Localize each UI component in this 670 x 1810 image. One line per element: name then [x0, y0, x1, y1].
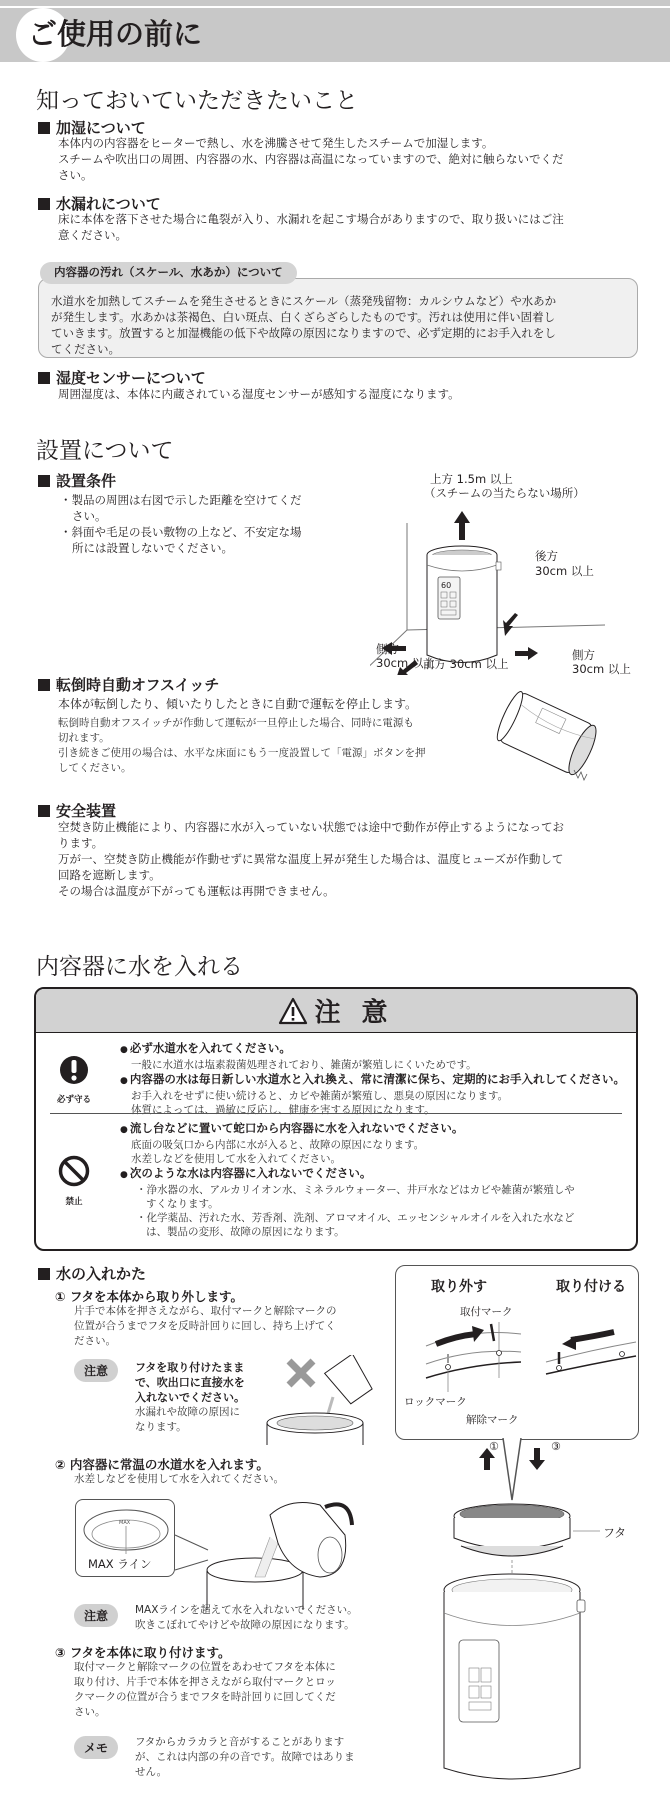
heading-tip-switch — [38, 674, 219, 695]
must-text — [120, 1041, 626, 1117]
text-line: 水道水を加熱してスチームを発生させるときにスケール（蒸発残留物：カルシウムなど）や水あか — [51, 294, 557, 308]
clearance-diagram — [370, 465, 670, 675]
label-right-distance: 30cm 以上 — [572, 662, 631, 676]
heading-text: 湿度センサーについて — [56, 369, 206, 387]
caution-dot-cont: すくなります。 — [146, 1198, 219, 1210]
caution-sub: 水差しなどを使用して水を入れてください。 — [131, 1153, 341, 1165]
scale-text — [51, 293, 625, 357]
step2-title: ② 内容器に常温の水道水を入れます。 — [55, 1457, 269, 1472]
step3-text — [74, 1660, 394, 1720]
memo-line: が、これは内部の弁の音です。故障ではありま — [135, 1751, 355, 1763]
text-line: その場合は温度が下がっても運転は再開できません。 — [58, 884, 335, 898]
note-pill-caution-2: 注意 — [74, 1604, 118, 1627]
prohibit-text — [120, 1121, 626, 1239]
caution-header — [36, 989, 636, 1033]
note-bold-line: で、吹出口に直接水を — [135, 1376, 245, 1389]
label-left-side: 側方 — [376, 642, 399, 656]
list-item-cont: 所には設置しないでください。 — [72, 541, 233, 555]
text-line: 取付マークと解除マークの位置をあわせてフタを本体に — [74, 1661, 336, 1673]
must-icon-block — [52, 1055, 96, 1105]
square-bullet-icon — [38, 475, 50, 487]
text-line: 取り付け、片手で本体を押さえながら取付マークとロッ — [74, 1676, 336, 1688]
caution-divider — [50, 1113, 622, 1114]
label-left-distance: 30cm 以上 — [376, 656, 435, 670]
text-line: 本体内の内容器をヒーターで熱し、水を沸騰させて発生したスチームで加湿します。 — [58, 136, 494, 150]
text-line: 転倒時自動オフスイッチが作動して運転が一旦停止した場合、同時に電源も — [58, 717, 414, 729]
heading-text: 水漏れについて — [56, 195, 161, 213]
scale-info-box — [38, 278, 638, 358]
no-direct-pour-illustration — [255, 1355, 385, 1445]
text-line: 意ください。 — [58, 228, 127, 242]
heading-conditions — [38, 470, 116, 491]
heading-text: 加湿について — [56, 119, 146, 137]
text-line: さい。 — [58, 168, 93, 182]
exclamation-circle-icon — [59, 1055, 89, 1085]
step2-note — [135, 1603, 358, 1633]
note-bold-line: フタを取り付けたまま — [135, 1361, 245, 1374]
step3-title: ③ フタを本体に取り付けます。 — [55, 1645, 231, 1660]
tipped-humidifier-illustration — [490, 688, 600, 788]
max-line-label: MAX ライン — [88, 1557, 152, 1571]
scale-box-tab: 内容器の汚れ（スケール、水あか）について — [40, 262, 297, 284]
step2-text: 水差しなどを使用して水を入れてください。 — [74, 1473, 284, 1485]
note-line: 水漏れや故障の原因に — [135, 1406, 240, 1418]
svg-text:MAX: MAX — [119, 1520, 131, 1526]
caution-dot-cont: は、製品の変形、故障の原因になります。 — [146, 1226, 345, 1238]
list-item-cont: さい。 — [72, 509, 107, 523]
note-line: 吹きこぼれてやけどや故障の原因になります。 — [135, 1619, 355, 1631]
note-line: MAXラインを超えて水を入れないでください。 — [135, 1604, 358, 1616]
text-line: 片手で本体を押さえながら、取付マークと解除マークの — [74, 1305, 337, 1317]
label-top-clearance: 上方 1.5m 以上 — [430, 472, 513, 486]
text-line: 床に本体を落下させた場合に亀裂が入り、水漏れを起こす場合がありますので、取り扱いにはご注 — [58, 212, 564, 226]
svg-text:60: 60 — [441, 581, 452, 590]
square-bullet-icon — [38, 372, 50, 384]
caution-sub: 体質によっては、過敏に反応し、健康を害する原因になります。 — [131, 1104, 435, 1116]
label-attach-mark: 取付マーク — [460, 1306, 513, 1318]
caution-bullet: ● 内容器の水は毎日新しい水道水と入れ換え、常に清潔に保ち、定期的にお手入れしてください。 — [120, 1072, 626, 1089]
text-line: ださい。 — [74, 1335, 116, 1347]
note-bold-line: 入れないでください。 — [135, 1391, 245, 1404]
label-release-mark: 解除マーク — [466, 1414, 519, 1426]
square-bullet-icon — [38, 805, 50, 817]
caution-title: 注 意 — [314, 998, 394, 1028]
leak-text — [58, 211, 648, 243]
label-right-side: 側方 — [572, 648, 595, 662]
heading-text: 安全装置 — [56, 802, 117, 820]
caution-prohibit-row — [36, 1117, 636, 1247]
text-line: 回路を遮断します。 — [58, 868, 161, 882]
conditions-list — [60, 492, 350, 556]
caution-dot-item: ・浄水器の水、アルカリイオン水、ミネラルウォーター、井戸水などはカビや雑菌が繁殖しや — [136, 1184, 575, 1196]
caution-bullet: ● 必ず水道水を入れてください。 — [120, 1041, 626, 1058]
tip-switch-text — [58, 716, 478, 776]
caution-sub: 一般に水道水は塩素殺菌処理されており、雑菌が繁殖しにくいためです。 — [131, 1059, 477, 1071]
caution-box — [34, 987, 638, 1251]
text-line: クマークの位置が合うまでフタを時計回りに回してくだ — [74, 1691, 336, 1703]
label-attach: 取り付ける — [556, 1279, 626, 1295]
prohibited-icon — [58, 1155, 90, 1187]
memo-line: せん。 — [135, 1766, 168, 1778]
text-line: してください。 — [58, 762, 132, 774]
text-line: 引き続きご使用の場合は、水平な床面にもう一度設置して「電源」ボタンを押 — [58, 747, 426, 759]
heading-sensor — [38, 367, 206, 388]
label-back: 後方 — [535, 549, 558, 563]
step1-text — [74, 1304, 394, 1349]
label-lid: フタ — [603, 1526, 627, 1540]
safety-text — [58, 819, 658, 899]
step3-memo — [135, 1735, 395, 1780]
warning-triangle-icon — [278, 997, 308, 1025]
text-line: 万が一、空焚き防止機能が作動せずに異常な温度上昇が発生した場合は、温度ヒューズが作動して — [58, 852, 564, 866]
text-line: 位置が合うまでフタを反時計回りに回し、持ち上げてく — [74, 1320, 336, 1332]
memo-pill: メモ — [74, 1736, 118, 1759]
prohibit-label: 禁止 — [65, 1197, 83, 1207]
list-item: ・斜面や毛足の長い敷物の上など、不安定な場 — [60, 525, 302, 539]
text-line: が発生します。水あかは茶褐色、白い斑点、白くざらざらしたものです。汚れは使用に伴い固着し — [51, 310, 556, 324]
humidify-text — [58, 135, 648, 183]
max-line-callout — [75, 1499, 175, 1577]
text-line: スチームや吹出口の周囲、内容器の水、内容器は高温になっていますので、絶対に触らないでくだ — [58, 152, 564, 166]
section-title-know: 知っておいていただきたいこと — [36, 88, 358, 114]
label-front: 前方 30cm 以上 — [423, 657, 509, 671]
heading-howto — [38, 1263, 146, 1284]
caution-must-row — [36, 1037, 636, 1116]
caution-dot-item: ・化学薬品、汚れた水、芳香剤、洗剤、アロマオイル、エッセンシャルオイルを入れた水など — [136, 1212, 575, 1224]
memo-line: フタからカラカラと音がすることがあります — [135, 1736, 345, 1748]
label-top-note: （スチームの当たらない場所） — [424, 486, 585, 500]
label-back-distance: 30cm 以上 — [535, 564, 594, 578]
heading-safety — [38, 800, 116, 821]
note-pill-caution: 注意 — [74, 1359, 118, 1382]
square-bullet-icon — [38, 679, 50, 691]
caution-sub: お手入れをせずに使い続けると、カビや雑菌が繁殖し、悪臭の原因になります。 — [131, 1090, 509, 1102]
humidifier-clearance-illustration — [370, 465, 670, 675]
text-line: さい。 — [74, 1706, 106, 1718]
text-line: ります。 — [58, 836, 104, 850]
page-title: ご使用の前に — [28, 17, 203, 51]
text-line: てください。 — [51, 342, 120, 356]
heading-text: 水の入れかた — [56, 1265, 147, 1283]
tip-switch-lead: 本体が転倒したり、傾いたりしたときに自動で運転を停止します。 — [58, 697, 418, 711]
heading-text: 転倒時自動オフスイッチ — [56, 676, 220, 694]
text-line: 切れます。 — [58, 732, 110, 744]
lid-rotation-illustration — [396, 1266, 640, 1441]
square-bullet-icon — [38, 122, 50, 134]
lid-and-body-illustration — [395, 1438, 670, 1810]
label-lock-mark: ロックマーク — [404, 1396, 467, 1408]
label-step3-arrow: ③ — [551, 1440, 561, 1453]
text-line: 空焚き防止機能により、内容器に水が入っていない状態では途中で動作が停止するようになってお — [58, 820, 564, 834]
step1-title: ① フタを本体から取り外します。 — [55, 1289, 244, 1304]
section-title-water: 内容器に水を入れる — [36, 954, 243, 980]
pitcher-pouring-illustration — [170, 1495, 400, 1610]
must-label: 必ず守る — [56, 1095, 91, 1105]
square-bullet-icon — [38, 1268, 50, 1280]
step1-note — [135, 1360, 265, 1435]
lid-attach-diagram — [395, 1265, 639, 1440]
caution-bullet: ● 流し台などに置いて蛇口から内容器に水を入れないでください。 — [120, 1121, 626, 1138]
caution-sub: 底面の吸気口から内部に水が入ると、故障の原因になります。 — [131, 1139, 425, 1151]
square-bullet-icon — [38, 198, 50, 210]
heading-text: 設置条件 — [56, 472, 117, 490]
list-item: ・製品の周囲は右図で示した距離を空けてくだ — [60, 493, 302, 507]
note-line: なります。 — [135, 1421, 187, 1433]
caution-bullet: ● 次のような水は内容器に入れないでください。 — [120, 1166, 626, 1183]
section-title-install: 設置について — [36, 438, 174, 464]
text-line: ていきます。放置すると加湿機能の低下や故障の原因になりますので、必ず定期的にお手入れをし — [51, 326, 556, 340]
label-remove: 取り外す — [431, 1279, 487, 1295]
label-step1-arrow: ① — [489, 1440, 499, 1453]
sensor-text: 周囲湿度は、本体に内蔵されている湿度センサーが感知する湿度になります。 — [58, 387, 460, 401]
prohibit-icon-block — [52, 1155, 96, 1207]
